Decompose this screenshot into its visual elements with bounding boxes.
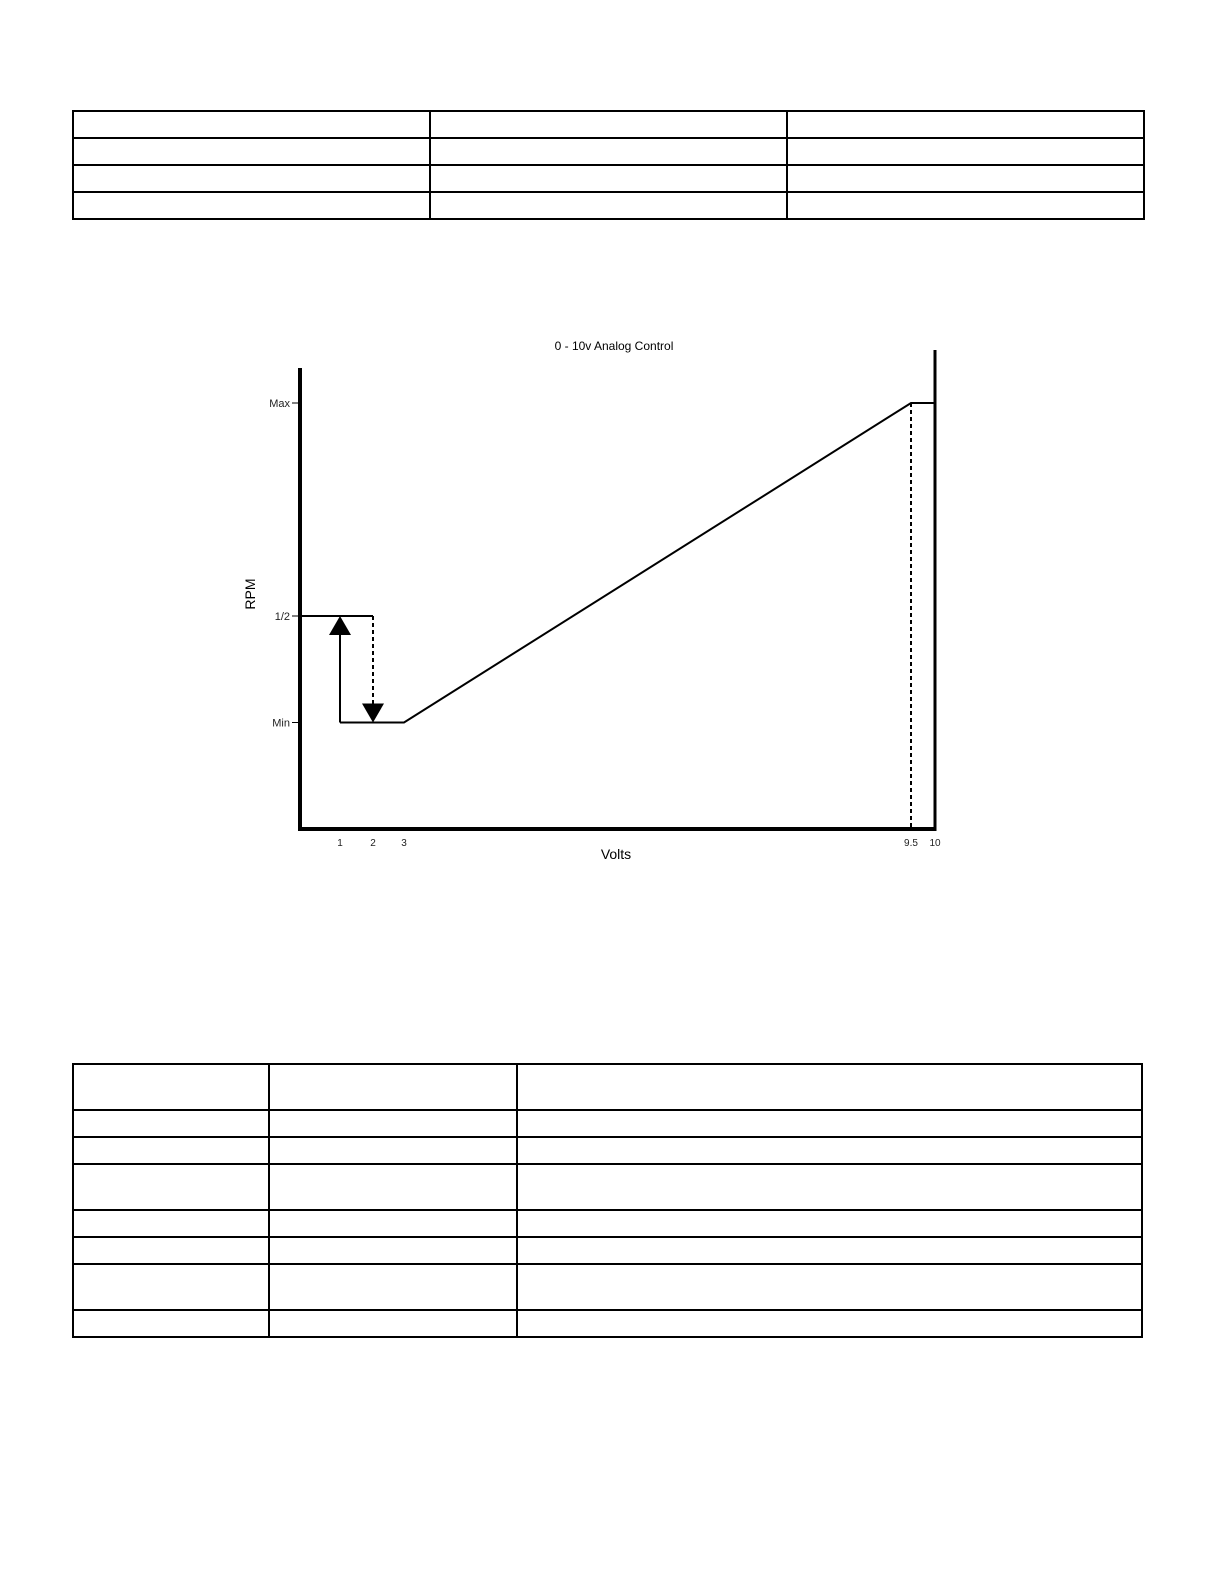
table-row <box>73 1064 1142 1110</box>
table-cell <box>269 1210 517 1237</box>
table-cell <box>73 1264 269 1310</box>
table-cell <box>517 1264 1142 1310</box>
y-tick-label: Min <box>272 717 290 730</box>
table-cell <box>73 1137 269 1164</box>
ramp-up-arrowhead <box>329 616 351 635</box>
y-tick-label: 1/2 <box>274 611 290 623</box>
table-cell <box>517 1237 1142 1264</box>
table-cell <box>517 1110 1142 1137</box>
table-cell <box>517 1310 1142 1337</box>
table-cell <box>73 1210 269 1237</box>
table-row <box>73 1264 1142 1310</box>
x-axis-label: Volts <box>600 846 632 862</box>
table-cell <box>269 1137 517 1164</box>
table-cell <box>517 1137 1142 1164</box>
table-row <box>73 1164 1142 1210</box>
x-tick-label: 2 <box>370 838 376 849</box>
table-row <box>73 1310 1142 1337</box>
table-cell <box>73 1237 269 1264</box>
table-row <box>73 1237 1142 1264</box>
table-cell <box>269 1110 517 1137</box>
y-tick-label: Max <box>269 398 290 410</box>
table-cell <box>73 1310 269 1337</box>
x-tick-label: 10 <box>929 838 941 849</box>
table-row <box>73 1210 1142 1237</box>
table-cell <box>73 1164 269 1210</box>
table-cell <box>517 1164 1142 1210</box>
table-cell <box>517 1064 1142 1110</box>
table-cell <box>517 1210 1142 1237</box>
table-cell <box>269 1264 517 1310</box>
table-cell <box>73 1064 269 1110</box>
table-cell <box>269 1237 517 1264</box>
rpm-curve <box>340 403 935 723</box>
table-row <box>73 1110 1142 1137</box>
table-cell <box>73 1110 269 1137</box>
table-cell <box>269 1064 517 1110</box>
table-cell <box>269 1310 517 1337</box>
chart-title: 0 - 10v Analog Control <box>554 339 674 353</box>
table-row <box>73 1137 1142 1164</box>
x-tick-label: 3 <box>401 838 407 849</box>
x-tick-label: 1 <box>337 838 343 849</box>
x-tick-label: 9.5 <box>904 838 918 849</box>
table-cell <box>269 1164 517 1210</box>
bottom-table <box>72 1063 1143 1338</box>
ramp-down-arrowhead <box>362 704 384 723</box>
y-axis-label: RPM <box>242 578 258 610</box>
